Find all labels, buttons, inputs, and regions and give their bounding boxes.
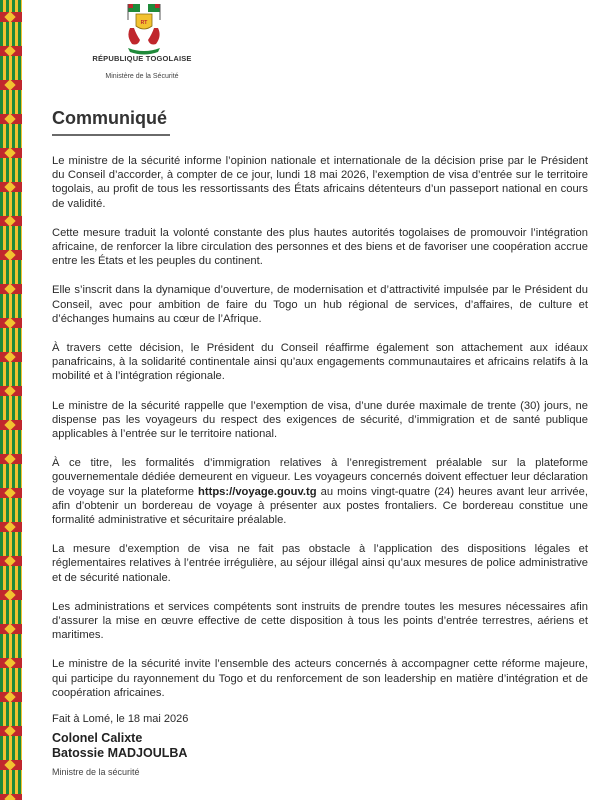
paragraph-integration: Cette mesure traduit la volonté constante des plus hautes autorités togolaises de promouvoir l’intégration africaine, de renforcer la libre circulation des personnes et des biens et de favoriser une coopération accrue entre les États et les peuples du continent. bbox=[52, 226, 588, 268]
signatory-name-line1: Colonel Calixte bbox=[52, 731, 143, 745]
border-tile bbox=[0, 204, 22, 238]
border-tile bbox=[0, 306, 22, 340]
border-tile bbox=[0, 34, 22, 68]
formalities-text-after: au moins vingt-quatre (24) heures avant leur arrivée, afin d’obtenir un bordereau de voyage à présenter aux postes frontaliers. Ce bordereau constitue une formalité administrative et sécuritaire préalable. bbox=[52, 485, 588, 527]
coat-of-arms-icon bbox=[120, 0, 168, 56]
border-tile bbox=[0, 102, 22, 136]
paragraph-legal: La mesure d’exemption de visa ne fait pas obstacle à l’application des dispositions légales et réglementaires relatives à l’entrée irrégulière, au séjour illégal ainsi qu’aux mesures de police administrative et de sécurité nationale. bbox=[52, 543, 588, 584]
border-tile bbox=[0, 714, 22, 748]
border-tile bbox=[0, 782, 22, 800]
border-tile bbox=[0, 0, 22, 34]
voyage-platform-link[interactable]: https://voyage.gouv.tg bbox=[198, 485, 317, 498]
decorative-side-border bbox=[0, 0, 22, 800]
communique-body bbox=[52, 154, 588, 715]
svg-text:RT: RT bbox=[140, 20, 148, 26]
border-tile bbox=[0, 442, 22, 476]
border-tile bbox=[0, 272, 22, 306]
paragraph-dynamics: Elle s’inscrit dans la dynamique d’ouverture, de modernisation et d’attractivité impulsée par le Président du Conseil, avec pour ambition de faire du Togo un hub régional de services, d’affaires, de culture et d’échanges humains au cœur de l’Afrique. bbox=[52, 284, 588, 325]
border-tile bbox=[0, 238, 22, 272]
border-tile bbox=[0, 646, 22, 680]
paragraph-formalities bbox=[52, 456, 588, 527]
border-tile bbox=[0, 374, 22, 408]
letterhead bbox=[40, 0, 240, 90]
border-tile bbox=[0, 170, 22, 204]
border-tile bbox=[0, 340, 22, 374]
signatory-role: Ministre de la sécurité bbox=[52, 767, 140, 777]
formalities-text-before: À ce titre, les formalités d’immigration relatives à l’enregistrement préalable sur la plateforme gouvernementale dédiée demeurent en vigueur. Les voyageurs concernés doivent effectuer leur déclaration de voyage sur la plateforme bbox=[52, 457, 588, 498]
border-tile bbox=[0, 408, 22, 442]
border-tile bbox=[0, 612, 22, 646]
signatory-name-line2: Batossie MADJOULBA bbox=[52, 746, 188, 760]
paragraph-decision: Le ministre de la sécurité informe l’opinion nationale et internationale de la décision prise par le Président du Conseil d’accorder, à compter de ce jour, lundi 18 mai 2026, l’exemption de visa d’entrée sur le territoire togolais, au profit de tous les ressortissants des États africains détenteurs d’un passeport national en cours de validité. bbox=[52, 155, 588, 210]
border-tile bbox=[0, 136, 22, 170]
paragraph-invitation: Le ministre de la sécurité invite l’ensemble des acteurs concernés à accompagner cette réforme majeure, qui participe du rayonnement du Togo et du renforcement de son leadership en matière d’intégration et de coopération africaines. bbox=[52, 658, 588, 699]
title-underline bbox=[52, 134, 170, 136]
page-title: Communiqué bbox=[52, 108, 167, 128]
border-tile bbox=[0, 544, 22, 578]
border-tile bbox=[0, 476, 22, 510]
paragraph-panafrican: À travers cette décision, le Président du Conseil réaffirme également son attachement aux idéaux panafricains, à la solidarité continentale ainsi qu’aux engagements communautaires et africains relatifs à la mobilité et à l’intégration régionale. bbox=[52, 342, 588, 383]
paragraph-duration: Le ministre de la sécurité rappelle que l’exemption de visa, d’une durée maximale de trente (30) jours, ne dispense pas les voyageurs du respect des exigences de sécurité, d’immigration et de santé publique applicables à l’entrée sur le territoire national. bbox=[52, 399, 588, 441]
border-tile bbox=[0, 578, 22, 612]
republic-name: RÉPUBLIQUE TOGOLAISE bbox=[92, 54, 192, 63]
signature-block bbox=[52, 713, 352, 777]
border-tile bbox=[0, 748, 22, 782]
paragraph-administrations: Les administrations et services compétents sont instruits de prendre toutes les mesures nécessaires afin d’assurer la mise en œuvre effective de cette disposition à tous les points d’entrée terrestres, aériens et maritimes. bbox=[52, 600, 588, 642]
place-date: Fait à Lomé, le 18 mai 2026 bbox=[52, 713, 189, 725]
ministry-name: Ministère de la Sécurité bbox=[105, 73, 179, 80]
border-tile bbox=[0, 68, 22, 102]
border-tile bbox=[0, 510, 22, 544]
border-tile bbox=[0, 680, 22, 714]
